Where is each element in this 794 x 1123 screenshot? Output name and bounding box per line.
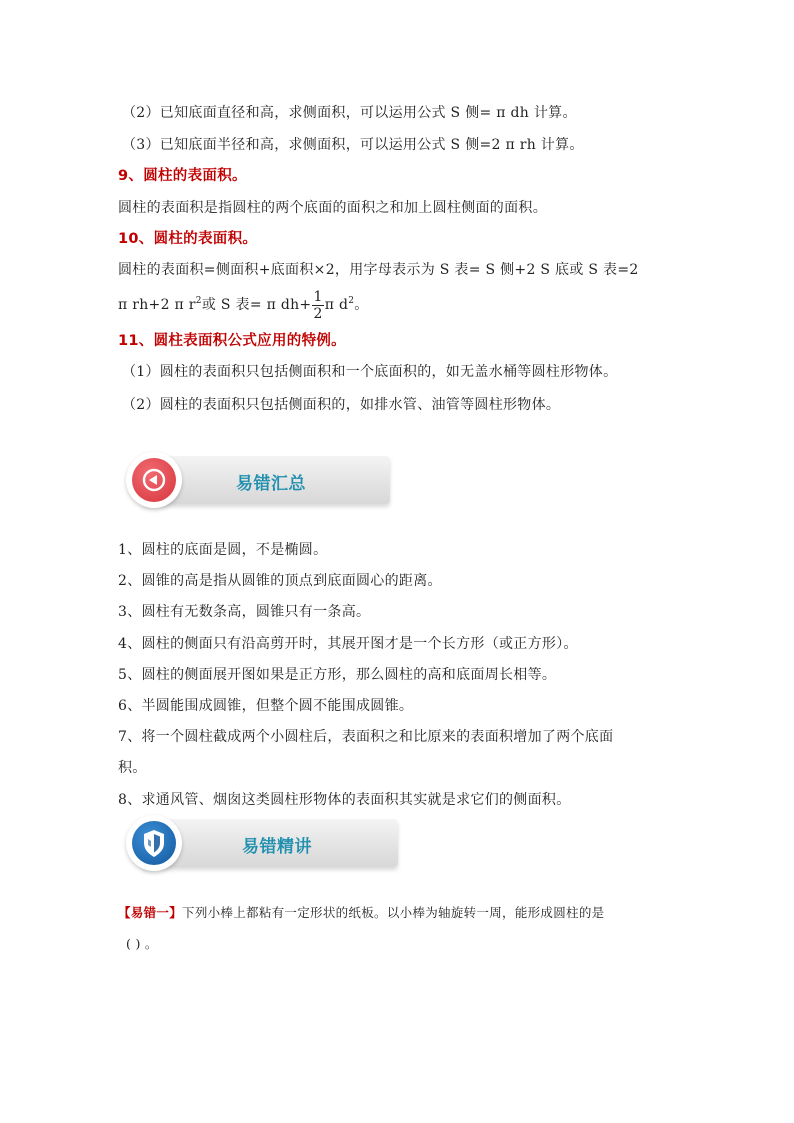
exercise-tag: 【易错一】 — [118, 905, 183, 920]
mistake-item: 7、将一个圆柱截成两个小圆柱后，表面积之和比原来的表面积增加了两个底面 — [118, 729, 614, 745]
banner-mistakes-explained — [122, 815, 394, 875]
banner-badge — [126, 815, 182, 871]
superscript: 2 — [195, 296, 202, 306]
mistake-item: 3、圆柱有无数条高，圆锥只有一条高。 — [118, 604, 371, 620]
formula-part: 。 — [354, 297, 369, 313]
fraction — [312, 289, 323, 322]
mistake-item: 5、圆柱的侧面展开图如果是正方形，那么圆柱的高和底面周长相等。 — [118, 667, 557, 683]
section-9-text: 圆柱的表面积是指圆柱的两个底面的面积之和加上圆柱侧面的面积。 — [118, 200, 547, 216]
fraction-denominator: 2 — [313, 305, 323, 322]
mistake-item: 6、半圆能围成圆锥，但整个圆不能围成圆锥。 — [118, 698, 414, 714]
mistake-item: 8、求通风管、烟囱这类圆柱形物体的表面积其实就是求它们的侧面积。 — [118, 792, 571, 808]
section-11-item-1: （1）圆柱的表面积只包括侧面积和一个底面积的，如无盖水桶等圆柱形物体。 — [122, 364, 618, 380]
mistake-item: 1、圆柱的底面是圆，不是椭圆。 — [118, 542, 328, 558]
answer-blank: ( ) 。 — [126, 936, 158, 951]
section-11-heading: 11、圆柱表面积公式应用的特例。 — [118, 333, 346, 349]
banner-title: 易错汇总 — [236, 474, 306, 494]
exercise-text: 下列小棒上都粘有一定形状的纸板。以小棒为轴旋转一周，能形成圆柱的是 — [182, 905, 605, 920]
formula-part: 或 S 表= π dh+ — [201, 297, 312, 313]
banner-title: 易错精讲 — [242, 837, 312, 857]
section-10-line-1: 圆柱的表面积=侧面积+底面积×2，用字母表示为 S 表= S 侧+2 S 底或 S 表=2 — [118, 262, 639, 278]
banner-badge — [126, 452, 182, 508]
banner-mistakes-summary — [122, 452, 394, 512]
exercise-question — [118, 903, 604, 923]
section-10-line-2 — [118, 288, 369, 322]
mistake-item: 4、圆柱的侧面只有沿高剪开时，其展开图才是一个长方形（或正方形）。 — [118, 636, 578, 652]
superscript: 2 — [348, 296, 355, 306]
mistake-item-continued: 积。 — [118, 760, 147, 776]
mistake-item: 2、圆锥的高是指从圆锥的顶点到底面圆心的距离。 — [118, 573, 442, 589]
formula-part: π d — [324, 297, 349, 313]
formula-item-3: （3）已知底面半径和高，求侧面积，可以运用公式 S 侧=2 π rh 计算。 — [122, 137, 584, 153]
shield-icon — [126, 815, 182, 871]
section-9-heading: 9、圆柱的表面积。 — [118, 168, 247, 184]
play-back-icon — [126, 452, 182, 508]
section-10-heading: 10、圆柱的表面积。 — [118, 231, 258, 247]
fraction-numerator: 1 — [313, 288, 323, 305]
formula-part: π rh+2 π r — [118, 297, 196, 313]
section-11-item-2: （2）圆柱的表面积只包括侧面积的，如排水管、油管等圆柱形物体。 — [122, 397, 561, 413]
formula-item-2: （2）已知底面直径和高，求侧面积，可以运用公式 S 侧= π dh 计算。 — [122, 105, 577, 121]
